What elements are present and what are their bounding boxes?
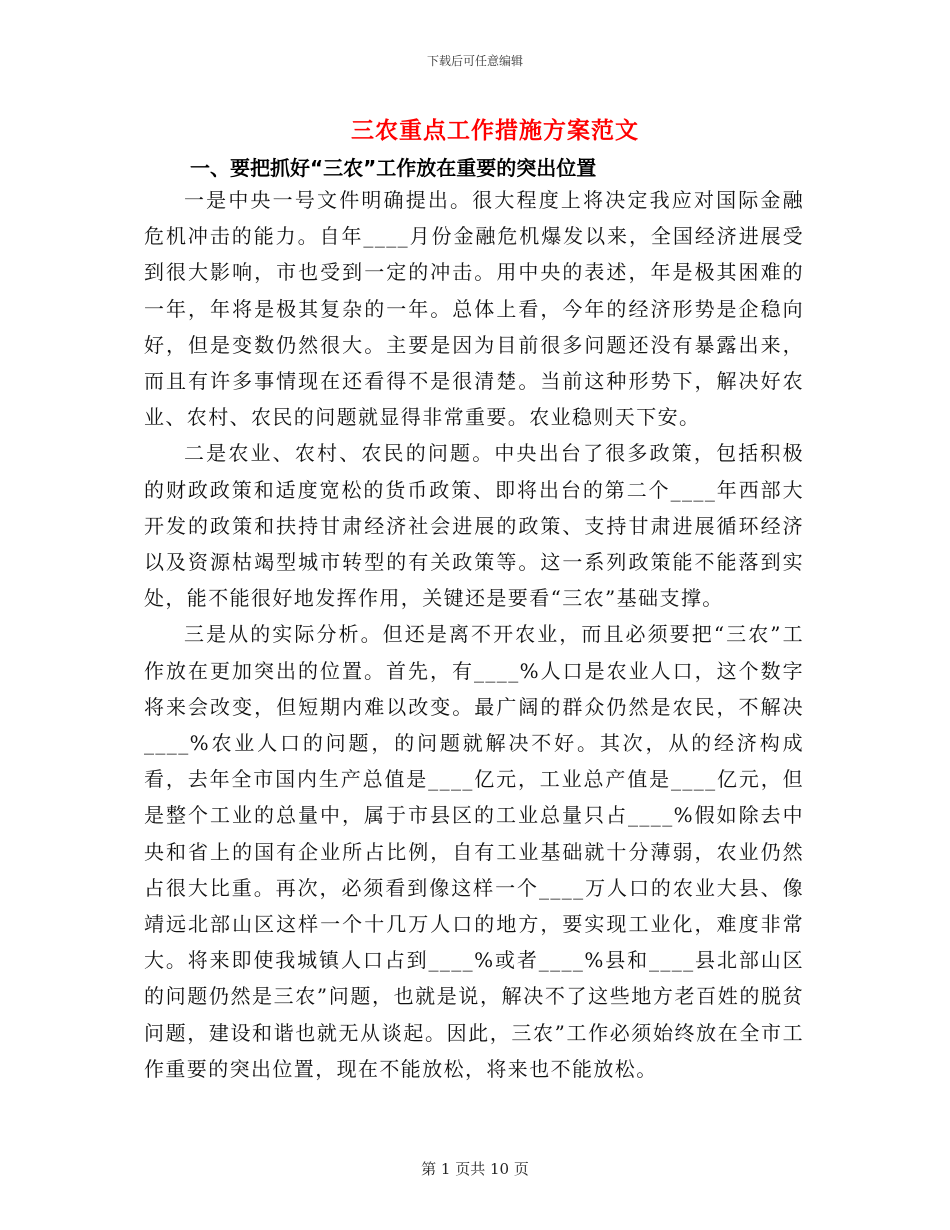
header-note: 下载后可任意编辑 [426, 54, 523, 68]
body-text [144, 182, 804, 1087]
paragraph-2: 二是农业、农村、农民的问题。中央出台了很多政策，包括积极的财政政策和适度宽松的货币政策、即将出台的第二个____年西部大开发的政策和扶持甘肃经济社会进展的政策、支持甘肃进展循环经济以及资源枯竭型城市转型的有关政策等。这一系列政策能不能落到实处，能不能很好地发挥作用，关键还是要看“三农”基础支撑。 [144, 441, 804, 611]
document-title: 三农重点工作措施方案范文 [351, 118, 639, 144]
paragraph-1: 一是中央一号文件明确提出。很大程度上将决定我应对国际金融危机冲击的能力。自年____月份金融危机爆发以来，全国经济进展受到很大影响，市也受到一定的冲击。用中央的表述，年是极其困难的一年，年将是极其复杂的一年。总体上看，今年的经济形势是企稳向好，但是变数仍然很大。主要是因为目前很多问题还没有暴露出来，而且有许多事情现在还看得不是很清楚。当前这种形势下，解决好农业、农村、农民的问题就显得非常重要。农业稳则天下安。 [144, 188, 804, 430]
page-footer: 第 1 页共 10 页 [421, 1160, 529, 1178]
section-heading: 一、要把抓好“三农”工作放在重要的突出位置 [190, 156, 597, 180]
paragraph-3: 三是从的实际分析。但还是离不开农业，而且必须要把“三农”工作放在更加突出的位置。首先，有____%人口是农业人口，这个数字将来会改变，但短期内难以改变。最广阔的群众仍然是农民，不解决____%农业人口的问题，的问题就解决不好。其次，从的经济构成看，去年全市国内生产总值是____亿元，工业总产值是____亿元，但是整个工业的总量中，属于市县区的工业总量只占____%假如除去中央和省上的国有企业所占比例，自有工业基础就十分薄弱，农业仍然占很大比重。再次，必须看到像这样一个____万人口的农业大县、像靖远北部山区这样一个十几万人口的地方，要实现工业化，难度非常大。将来即使我城镇人口占到____%或者____%县和____县北部山区的问题仍然是三农”问题，也就是说，解决不了这些地方老百姓的脱贫问题，建设和谐也就无从谈起。因此，三农”工作必须始终放在全市工作重要的突出位置，现在不能放松，将来也不能放松。 [144, 622, 804, 1081]
